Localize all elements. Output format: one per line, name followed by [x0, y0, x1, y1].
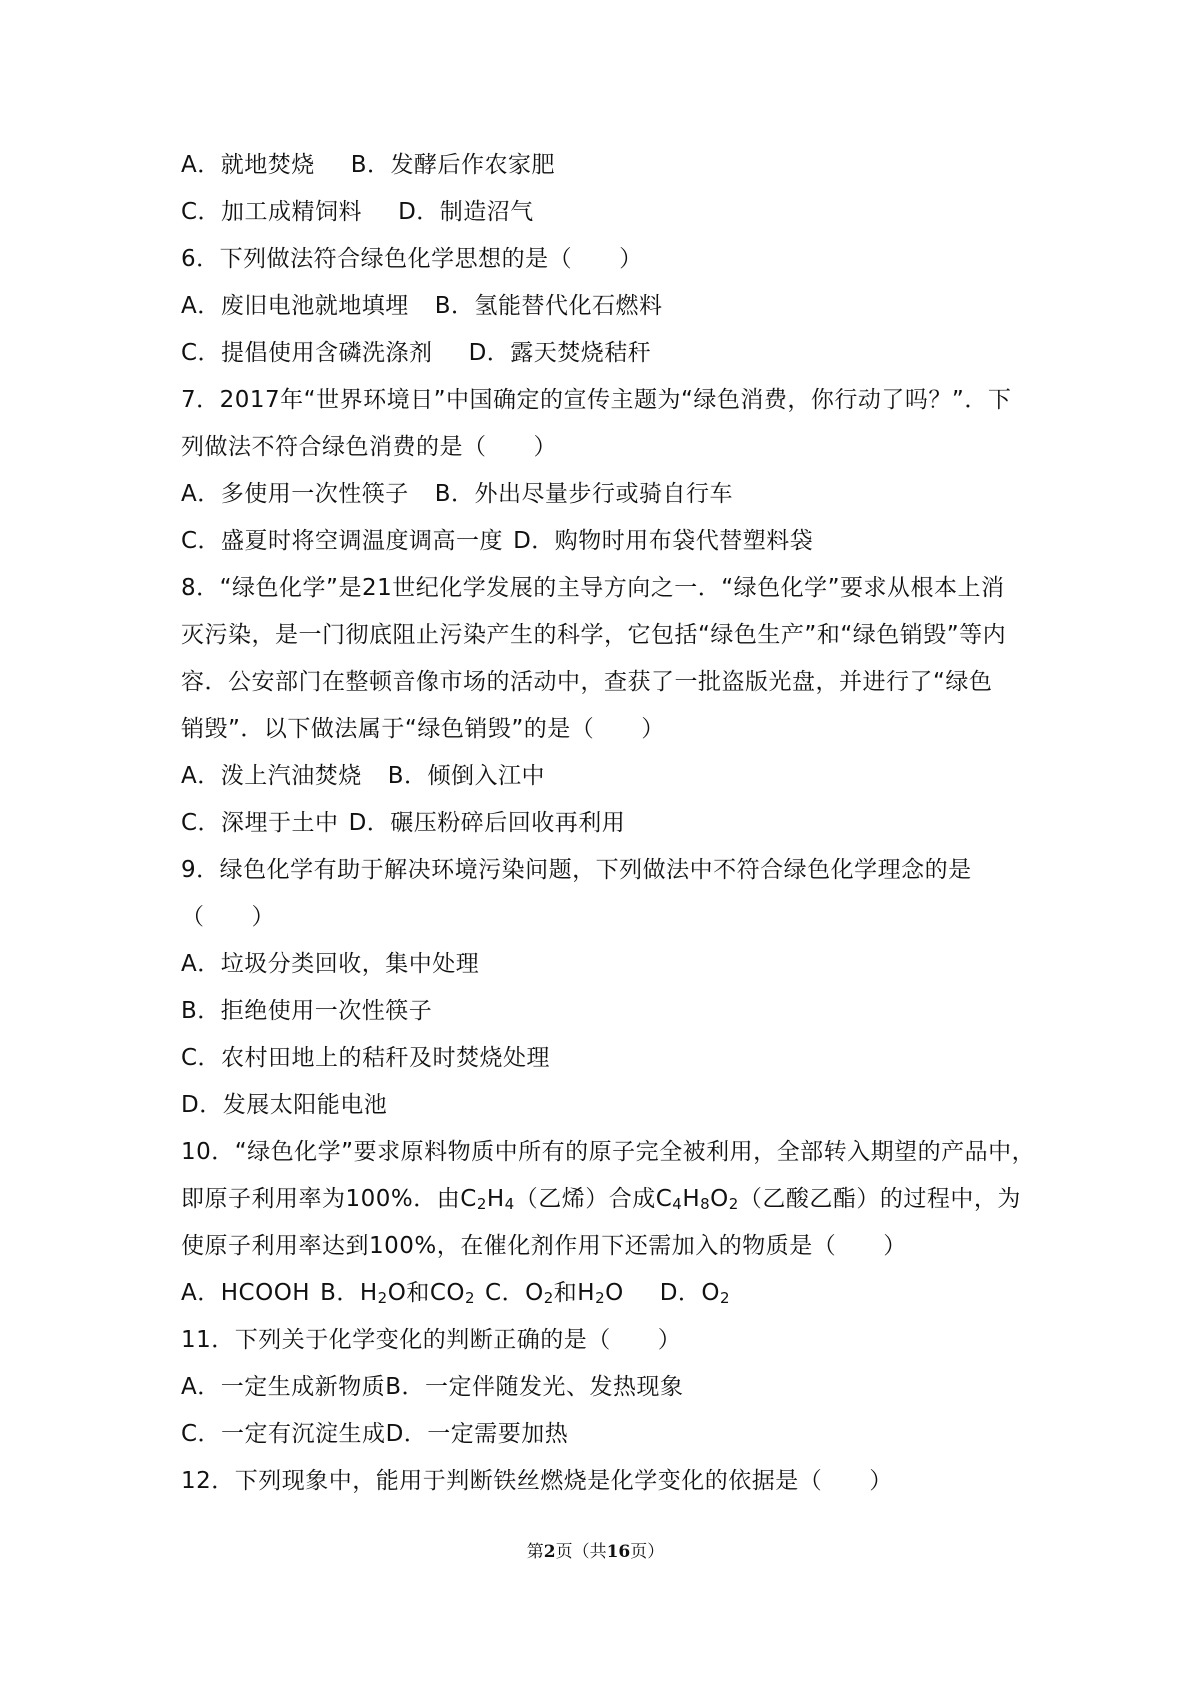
page-number: 2 [543, 1542, 556, 1562]
option-line [181, 283, 1021, 330]
option-line [181, 142, 1021, 189]
option-a: A．垃圾分类回收，集中处理 [181, 951, 480, 977]
text-segment: B．H [320, 1280, 378, 1306]
text-segment: （乙酸乙酯）的过程中，为 [738, 1186, 1021, 1212]
option-c: C．加工成精饲料 [181, 199, 363, 225]
question-9-line-1: 9．绿色化学有助于解决环境污染问题，下列做法中不符合绿色化学理念的是 [181, 857, 972, 883]
option-line [181, 1364, 1021, 1411]
option-line [181, 518, 1021, 565]
option-line [181, 1270, 1021, 1317]
text-segment: O [710, 1186, 729, 1212]
question-8-line-4: 销毁”．以下做法属于“绿色销毁”的是（ ） [181, 716, 665, 742]
option-d: D．一定需要加热 [385, 1421, 569, 1447]
option-c [485, 1280, 624, 1306]
question-7-line-1: 7．2017年“世界环境日”中国确定的宣传主题为“绿色消费，你行动了吗？”．下 [181, 387, 1012, 413]
option-line [181, 471, 1021, 518]
question-8-line-2: 灭污染，是一门彻底阻止污染产生的科学，它包括“绿色生产”和“绿色销毁”等内 [181, 622, 1007, 648]
question-11: 11．下列关于化学变化的判断正确的是（ ） [181, 1327, 682, 1353]
total-pages: 16 [606, 1542, 631, 1562]
question-9-line-2: （ ） [181, 904, 275, 930]
option-line [181, 330, 1021, 377]
text-segment: H [486, 1186, 505, 1212]
option-b: B．拒绝使用一次性筷子 [181, 998, 433, 1024]
footer-text: 页） [630, 1542, 665, 1562]
page-footer [0, 1537, 1191, 1562]
option-d: D．露天焚烧秸秆 [468, 340, 652, 366]
option-d: D．碾压粉碎后回收再利用 [348, 810, 626, 836]
footer-text: 第 [526, 1542, 544, 1562]
subscript: 2 [465, 1289, 476, 1307]
text-segment: C．O [485, 1280, 544, 1306]
option-d [660, 1280, 730, 1306]
text-segment: H [682, 1186, 701, 1212]
option-line [181, 1411, 1021, 1458]
text-segment: 和H [553, 1280, 596, 1306]
option-b: B．发酵后作农家肥 [350, 152, 556, 178]
question-7-line-2: 列做法不符合绿色消费的是（ ） [181, 434, 557, 460]
text-segment: O [605, 1280, 624, 1306]
subscript: 2 [720, 1289, 731, 1307]
option-c: C．提倡使用含磷洗涤剂 [181, 340, 433, 366]
question-6: 6．下列做法符合绿色化学思想的是（ ） [181, 246, 643, 272]
question-10-line-2 [181, 1176, 1021, 1223]
option-d: D．发展太阳能电池 [181, 1092, 388, 1118]
footer-text: 页（共 [555, 1542, 607, 1562]
option-a: A．一定生成新物质 [181, 1374, 386, 1400]
option-line [181, 189, 1021, 236]
option-c: C．一定有沉淀生成 [181, 1421, 386, 1447]
option-b: B．倾倒入江中 [387, 763, 546, 789]
question-8-line-3: 容．公安部门在整顿音像市场的活动中，查获了一批盗版光盘，并进行了“绿色 [181, 669, 993, 695]
option-b: B．外出尽量步行或骑自行车 [434, 481, 734, 507]
option-c: C．农村田地上的秸秆及时焚烧处理 [181, 1045, 551, 1071]
option-a: A．泼上汽油焚烧 [181, 763, 362, 789]
option-a: A．多使用一次性筷子 [181, 481, 409, 507]
subscript: 4 [504, 1195, 515, 1213]
option-a: A．就地焚烧 [181, 152, 315, 178]
subscript: 2 [377, 1289, 388, 1307]
option-c: C．深埋于土中 [181, 810, 339, 836]
option-line [181, 800, 1021, 847]
option-c: C．盛夏时将空调温度调高一度 [181, 528, 504, 554]
question-12: 12．下列现象中，能用于判断铁丝燃烧是化学变化的依据是（ ） [181, 1468, 893, 1494]
option-a: A．HCOOH [181, 1280, 311, 1306]
text-segment: D．O [659, 1280, 721, 1306]
option-line [181, 753, 1021, 800]
option-a: A．废旧电池就地填埋 [181, 293, 409, 319]
option-b [320, 1280, 475, 1306]
option-d: D．购物时用布袋代替塑料袋 [513, 528, 814, 554]
option-d: D．制造沼气 [398, 199, 534, 225]
option-b: B．一定伴随发光、发热现象 [385, 1374, 684, 1400]
question-10-line-1: 10．“绿色化学”要求原料物质中所有的原子完全被利用，全部转入期望的产品中， [181, 1139, 1036, 1165]
text-segment: （乙烯）合成C [514, 1186, 673, 1212]
question-8-line-1: 8．“绿色化学”是21世纪化学发展的主导方向之一．“绿色化学”要求从根本上消 [181, 575, 1005, 601]
option-b: B．氢能替代化石燃料 [434, 293, 663, 319]
subscript: 2 [728, 1195, 739, 1213]
subscript: 8 [700, 1195, 711, 1213]
subscript: 2 [543, 1289, 554, 1307]
subscript: 4 [672, 1195, 683, 1213]
subscript: 2 [595, 1289, 606, 1307]
text-segment: 即原子利用率为100%．由C [181, 1186, 477, 1212]
question-10-line-3: 使原子利用率达到100%，在催化剂作用下还需加入的物质是（ ） [181, 1233, 907, 1259]
question-body [181, 142, 1036, 1505]
subscript: 2 [476, 1195, 487, 1213]
text-segment: O和CO [387, 1280, 465, 1306]
